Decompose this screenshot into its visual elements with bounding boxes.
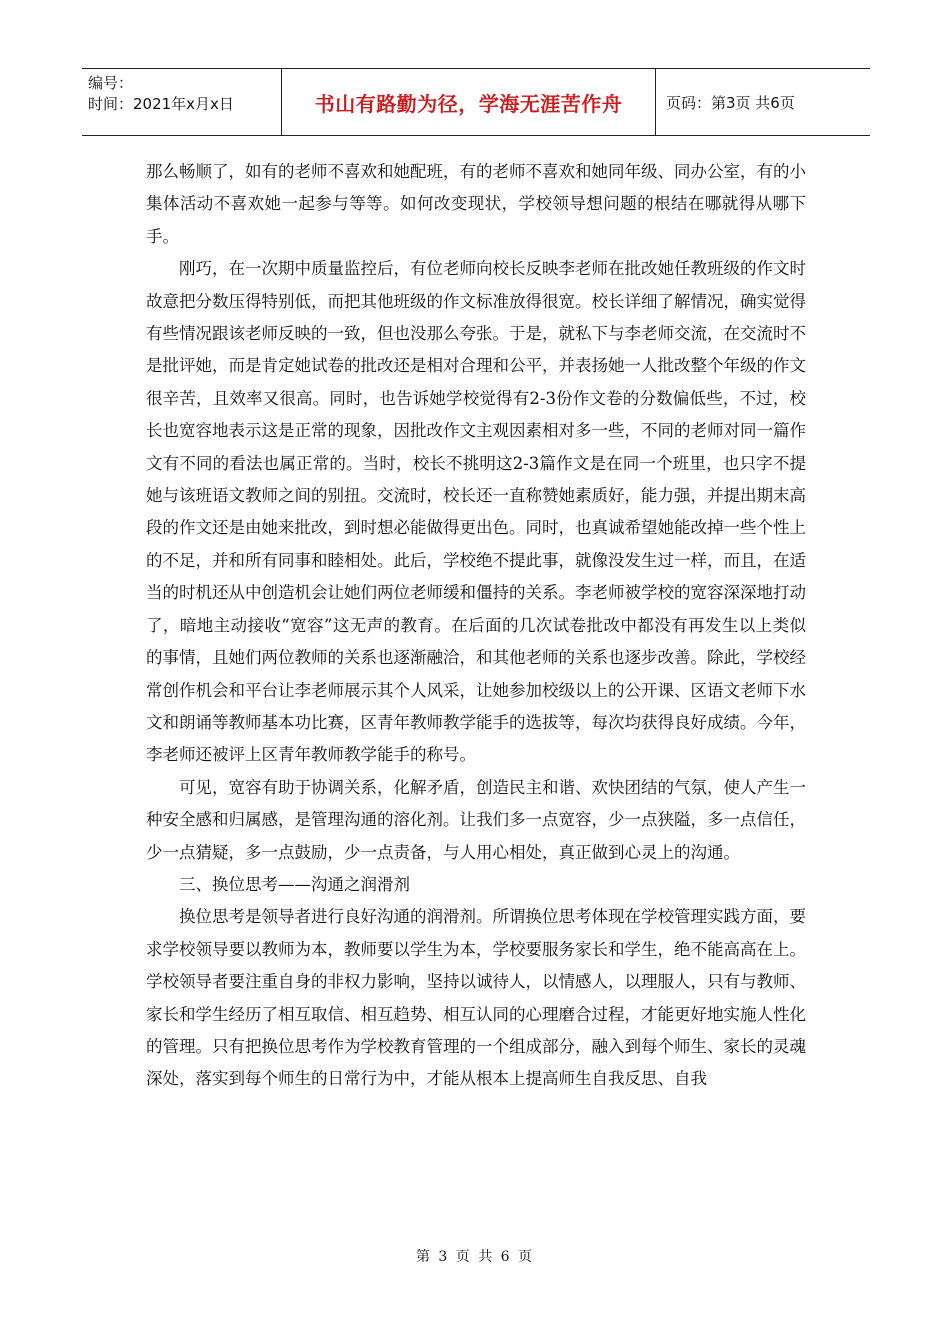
document-number-label: 编号： bbox=[88, 74, 134, 92]
paragraph: 可见，宽容有助于协调关系，化解矛盾，创造民主和谐、欢快团结的气氛，使人产生一种安全感和归属感，是管理沟通的溶化剂。让我们多一点宽容，少一点狭隘，多一点信任，少一点猜疑，多一点鼓励，少一点责备，与人用心相处，真正做到心灵上的沟通。 bbox=[146, 777, 806, 862]
paragraph: 换位思考是领导者进行良好沟通的润滑剂。所谓换位思考体现在学校管理实践方面，要求学校领导要以教师为本，教师要以学生为本，学校要服务家长和学生，绝不能高高在上。学校领导者要注重自身的非权力影响，坚持以诚待人，以情感人，以理服人，只有与教师、家长和学生经历了相互取信、相互趋势、相互认同的心理磨合过程，才能更好地实施人性化的管理。只有把换位思考作为学校教育管理的一个组成部分，融入到每个师生、家长的灵魂深处，落实到每个师生的日常行为中，才能从根本上提高师生自我反思、自我 bbox=[146, 907, 806, 1089]
header-table bbox=[82, 68, 870, 136]
page-footer: 第 3 页 共 6 页 bbox=[415, 1249, 535, 1265]
header-motto: 书山有路勤为径，学海无涯苦作舟 bbox=[314, 91, 623, 116]
section-heading: 三、换位思考——沟通之润滑剂 bbox=[179, 874, 410, 894]
paragraph: 刚巧，在一次期中质量监控后，有位老师向校长反映李老师在批改她任教班级的作文时故意把分数压得特别低，而把其他班级的作文标准放得很宽。校长详细了解情况，确实觉得有些情况跟该老师反映的一致，但也没那么夸张。于是，就私下与李老师交流，在交流时不是批评她，而是肯定她试卷的批改还是相对合理和公平，并表扬她一人批改整个年级的作文很辛苦，且效率又很高。同时，也告诉她学校觉得有2-3份作文卷的分数偏低些，不过，校长也宽容地表示这是正常的现象，因批改作文主观因素相对多一些，不同的老师对同一篇作文有不同的看法也属正常的。当时，校长不挑明这2-3篇作文是在同一个班里，也只字不提她与该班语文教师之间的别扭。交流时，校长还一直称赞她素质好，能力强，并提出期末高段的作文还是由她来批改，到时想必能做得更出色。同时，也真诚希望她能改掉一些个性上的不足，并和所有同事和睦相处。此后，学校绝不提此事，就像没发生过一样，而且，在适当的时机还从中创造机会让她们两位老师缓和僵持的关系。李老师被学校的宽容深深地打动了，暗地主动接收“宽容”这无声的教育。在后面的几次试卷批改中都没有再发生以上类似的事情，且她们两位教师的关系也逐渐融洽，和其他老师的关系也逐步改善。除此，学校经常创作机会和平台让李老师展示其个人风采，让她参加校级以上的公开课、区语文老师下水文和朗诵等教师基本功比赛，区青年教师教学能手的选拔等，每次均获得良好成绩。今年，李老师还被评上区青年教师教学能手的称号。 bbox=[146, 259, 806, 765]
header-page-info: 页码：第3页 共6页 bbox=[666, 93, 795, 112]
header-motto-cell bbox=[282, 69, 656, 135]
document-body bbox=[146, 156, 806, 1096]
header-page-cell bbox=[656, 69, 870, 135]
paragraph: 那么畅顺了，如有的老师不喜欢和她配班，有的老师不喜欢和她同年级、同办公室，有的小集体活动不喜欢她一起参与等等。如何改变现状，学校领导想问题的根结在哪就得从哪下手。 bbox=[146, 162, 806, 246]
document-time-label: 时间：2021年x月x日 bbox=[88, 95, 234, 113]
header-meta-cell bbox=[82, 69, 282, 135]
